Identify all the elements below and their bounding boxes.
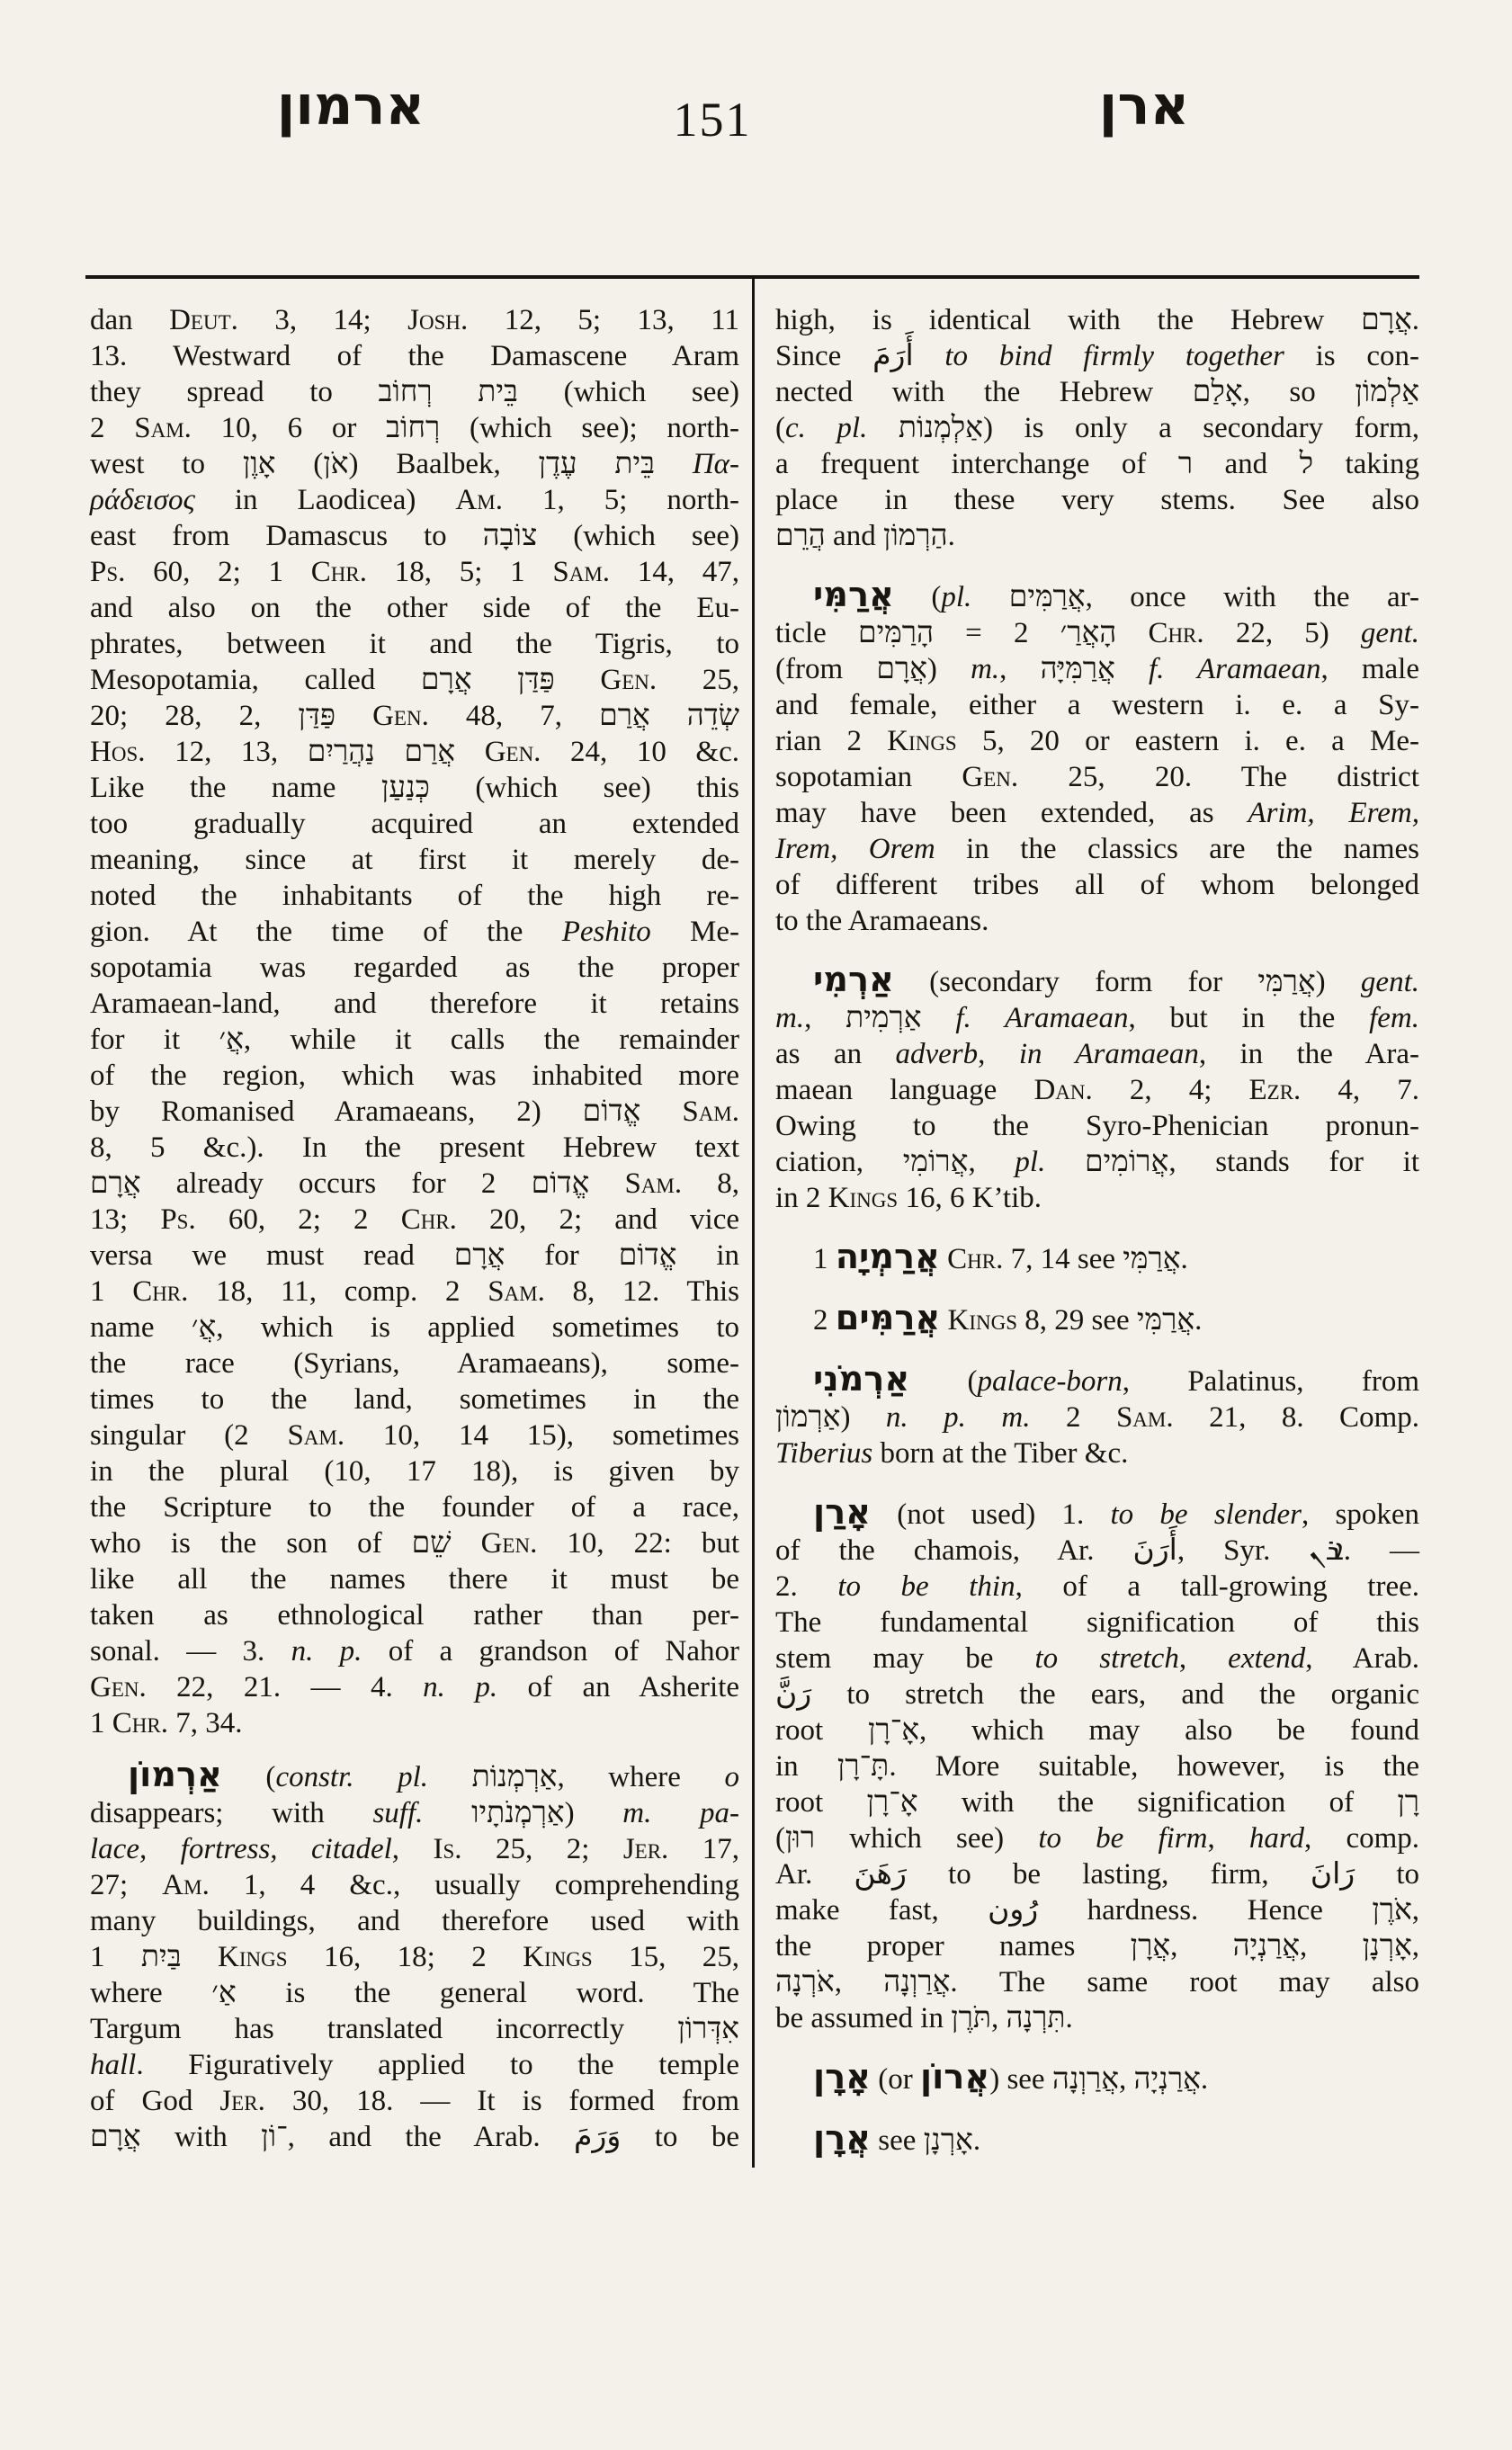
italic-text: pl. bbox=[1015, 1146, 1046, 1178]
scripture-reference: Deut. bbox=[169, 304, 238, 336]
text-line: place in these very stems. See also bbox=[775, 484, 1419, 516]
text-line: אָרַן (not used) 1. to be slender, spoken bbox=[813, 1492, 1420, 1533]
text-line: times to the land, sometimes in the bbox=[90, 1383, 739, 1416]
scripture-reference: Is. bbox=[433, 1833, 462, 1865]
text-line: the proper names אֲרָן, ‎אֲרַנְיָה, ‎אָרְנָן, bbox=[775, 1930, 1420, 1963]
text-line: אָרָן (or אֲרוֹן) see אֲרַוְנָה, ‎אֲרַנְיָה. bbox=[813, 2057, 1209, 2097]
scripture-reference: Kings bbox=[523, 1941, 593, 1973]
italic-text: palace-born bbox=[977, 1365, 1123, 1398]
text-line: رَنَّ to stretch the ears, and the organic bbox=[775, 1678, 1419, 1711]
scripture-reference: Gen. bbox=[90, 1671, 147, 1703]
scripture-reference: Sam. bbox=[682, 1095, 740, 1128]
hebrew-headword: אָרָן bbox=[813, 2057, 872, 2097]
hebrew-headword: אַרְמִי bbox=[813, 960, 894, 1000]
italic-text: to be thin bbox=[837, 1570, 1015, 1603]
text-line: they spread to בֵּית רְחוֹב (which see) bbox=[90, 376, 739, 408]
text-line: and female, either a western i. e. a Sy- bbox=[775, 689, 1419, 721]
scripture-reference: Gen. bbox=[484, 736, 541, 768]
text-line: 2. to be thin, of a tall-growing tree. bbox=[775, 1570, 1420, 1603]
scripture-reference: Kings bbox=[828, 1182, 899, 1214]
italic-text: hall bbox=[90, 2049, 137, 2081]
text-line: high, is identical with the Hebrew אֲרָם. bbox=[775, 304, 1419, 336]
text-line: name אֲ׳, which is applied sometimes to bbox=[90, 1311, 740, 1344]
scripture-reference: Gen. bbox=[480, 1527, 538, 1560]
scripture-reference: Jer. bbox=[219, 2085, 265, 2117]
text-line: stem may be to stretch, extend, Arab. bbox=[775, 1642, 1419, 1675]
italic-text: constr. pl. bbox=[275, 1761, 429, 1793]
text-line: of different tribes all of whom belonged bbox=[775, 869, 1419, 901]
text-line: 20; 28, 2, פַּדַּן Gen. 48, 7, שְׂדֵה אֲרַם bbox=[90, 700, 740, 732]
italic-text: extend bbox=[1228, 1642, 1306, 1675]
italic-text: f. Aramaean bbox=[955, 1002, 1129, 1034]
entry-paragraph bbox=[775, 2118, 1419, 2159]
text-line: בַּיִת 1 Kings 16, 18; 2 Kings 15, 25, bbox=[90, 1941, 740, 1973]
text-column-right bbox=[775, 302, 1419, 2159]
text-column-left bbox=[90, 302, 739, 2155]
text-line: Mesopotamia, called פַּדַּן אֲרָם Gen. 25, bbox=[90, 664, 740, 696]
text-line: אַרְמוֹן) n. p. m. 2 Sam. 21, 8. Comp. bbox=[775, 1401, 1419, 1434]
text-line: Ar. رَهَنَ to be lasting, firm, رَانَ to bbox=[775, 1858, 1420, 1891]
text-line: meaning, since at first it merely de- bbox=[90, 844, 739, 876]
text-line: where אַ׳ is the general word. The bbox=[90, 1977, 739, 2009]
italic-text: adverb bbox=[895, 1038, 979, 1070]
text-line: gion. At the time of the Peshito Me- bbox=[90, 916, 739, 948]
text-line: be assumed in תֹּרֶן, ‎תִּרְנָה. bbox=[775, 2002, 1073, 2034]
italic-text: lace, fortress, citadel bbox=[90, 1833, 392, 1865]
text-line: taken as ethnological rather than per- bbox=[90, 1599, 739, 1632]
text-line: too gradually acquired an extended bbox=[90, 808, 739, 840]
text-line: (c. pl. אַלְמְנוֹת) is only a secondary form, bbox=[775, 412, 1419, 444]
hebrew-headword: אֲרַמִּי bbox=[813, 575, 894, 615]
text-line: phrates, between it and the Tigris, to bbox=[90, 628, 739, 660]
entry-paragraph bbox=[775, 1359, 1419, 1471]
text-line: אֲרָם with ־וֹן, and the Arab. وَرَمَ to be bbox=[90, 2121, 739, 2153]
scripture-reference: Chr. bbox=[1148, 617, 1204, 649]
text-line: 13. Westward of the Damascene Aram bbox=[90, 340, 739, 372]
italic-text: Irem, Orem bbox=[775, 833, 935, 865]
text-line: 13; Ps. 60, 2; 2 Chr. 20, 2; and vice bbox=[90, 1203, 740, 1236]
text-line: sopotamian Gen. 25, 20. The district bbox=[775, 761, 1419, 793]
hebrew-headword: אֲרַמִּים bbox=[835, 1298, 941, 1338]
scripture-reference: Am. bbox=[455, 484, 503, 516]
italic-text: pl. bbox=[941, 581, 972, 613]
scripture-reference: Jer. bbox=[622, 1833, 669, 1865]
italic-text: o bbox=[724, 1761, 739, 1793]
text-line: Ps. 60, 2; 1 Chr. 18, 5; 1 Sam. 14, 47, bbox=[90, 556, 740, 588]
hebrew-headword: אֲרָן bbox=[813, 2118, 872, 2159]
text-line: 27; Am. 1, 4 &c., usually comprehending bbox=[90, 1869, 739, 1901]
hebrew-headword: אַרְמֹנִי bbox=[813, 1359, 910, 1399]
scripture-reference: Ps. bbox=[160, 1203, 196, 1236]
text-line: the race (Syrians, Aramaeans), some- bbox=[90, 1347, 739, 1380]
text-line: lace, fortress, citadel, Is. 25, 2; Jer. 17, bbox=[90, 1833, 739, 1865]
text-line: אֲרַמְיָה 1 Chr. 7, 14 see אֲרַמִּי. bbox=[813, 1237, 1188, 1277]
scripture-reference: Gen. bbox=[372, 700, 429, 732]
italic-text: to stretch bbox=[1034, 1642, 1179, 1675]
text-line: disappears; with suff. אַרְמְנֹתָיו) m. pa- bbox=[90, 1797, 739, 1829]
scripture-reference: Sam. bbox=[1115, 1401, 1174, 1434]
text-line: nected with the Hebrew אָלַם, so אַלְמוֹן bbox=[775, 376, 1419, 408]
text-line: like all the names there it must be bbox=[90, 1563, 739, 1596]
text-line: may have been extended, as Arim, Erem, bbox=[775, 797, 1419, 829]
text-line: 2 Sam. 10, 6 or רְחוֹב (which see); north- bbox=[90, 412, 740, 444]
page-number: 151 bbox=[673, 93, 752, 147]
text-line: Irem, Orem in the classics are the names bbox=[775, 833, 1419, 865]
text-line: אֲרַמִּים 2 Kings 8, 29 see אֲרַמִּי. bbox=[813, 1298, 1203, 1338]
text-line: Tiberius born at the Tiber &c. bbox=[775, 1437, 1129, 1470]
entry-paragraph bbox=[775, 1298, 1419, 1338]
italic-text: m. bbox=[775, 1002, 805, 1034]
scripture-reference: Kings bbox=[887, 725, 957, 757]
text-line: sopotamia was regarded as the proper bbox=[90, 952, 739, 984]
text-line: sonal. — 3. n. p. of a grandson of Nahor bbox=[90, 1635, 739, 1668]
italic-text: ράδεισος bbox=[90, 484, 195, 516]
text-line: אֲרָם already occurs for אֱדוֹם 2 Sam. 8, bbox=[90, 1167, 740, 1200]
text-line: m., אַרְמִית f. Aramaean, but in the fem. bbox=[775, 1002, 1420, 1034]
text-line: and also on the other side of the Eu- bbox=[90, 592, 739, 624]
italic-text: n. p. bbox=[423, 1671, 498, 1703]
text-line: (רוּן which see) to be firm, hard, comp. bbox=[775, 1822, 1420, 1855]
text-line: root אָ־רָן with the signification of רָן bbox=[775, 1786, 1419, 1819]
hebrew-headword: אֲרַמְיָה bbox=[835, 1237, 940, 1277]
text-line: make fast, رُون hardness. Hence אֹרֶן, bbox=[775, 1894, 1420, 1927]
italic-text: to bind firmly together bbox=[944, 340, 1284, 372]
scripture-reference: Sam. bbox=[134, 412, 192, 444]
text-line: (from אֲרָם) m., אֲרַמִּיָּה f. Aramaean, male bbox=[775, 653, 1419, 685]
scripture-reference: Sam. bbox=[488, 1275, 545, 1308]
entry-paragraph bbox=[775, 577, 1419, 939]
italic-text: c. pl. bbox=[785, 412, 868, 444]
text-line: many buildings, and therefore used with bbox=[90, 1905, 739, 1937]
entry-paragraph bbox=[775, 2057, 1419, 2097]
text-line: ciation, אֲרוֹמִי, pl. אֲרוֹמִים, stands for it bbox=[775, 1146, 1420, 1178]
hebrew-headword: אֲרוֹן bbox=[920, 2057, 990, 2097]
text-line: who is the son of שֵׁם Gen. 10, 22: but bbox=[90, 1527, 739, 1560]
text-line: ράδεισος in Laodicea) Am. 1, 5; north- bbox=[90, 484, 739, 516]
text-line: in the plural (10, 17 18), is given by bbox=[90, 1455, 739, 1488]
italic-text: suff. bbox=[372, 1797, 424, 1829]
text-line: Hos. 12, 13, אֲרַם נַהֲרַיִם Gen. 24, 10 &c. bbox=[90, 736, 739, 768]
scripture-reference: Ezr. bbox=[1248, 1074, 1302, 1106]
italic-text: Arim, Erem, bbox=[1248, 797, 1419, 829]
scripture-reference: Kings bbox=[218, 1941, 288, 1973]
italic-text: gent. bbox=[1360, 617, 1419, 649]
italic-text: fem. bbox=[1369, 1002, 1420, 1034]
scripture-reference: Sam. bbox=[624, 1167, 683, 1200]
text-line: singular (2 Sam. 10, 14 15), sometimes bbox=[90, 1419, 739, 1452]
scripture-reference: Josh. bbox=[407, 304, 469, 336]
text-line: a frequent interchange of ר and ל taking bbox=[775, 448, 1419, 480]
italic-text: to be firm bbox=[1038, 1822, 1208, 1855]
italic-text: hard bbox=[1248, 1822, 1305, 1855]
text-line: for it אֲ׳, while it calls the remainder bbox=[90, 1024, 739, 1056]
scripture-reference: Chr. bbox=[310, 556, 367, 588]
text-line: maean language Dan. 2, 4; Ezr. 4, 7. bbox=[775, 1074, 1420, 1106]
text-line: hall. Figuratively applied to the temple bbox=[90, 2049, 739, 2081]
scripture-reference: Chr. bbox=[400, 1203, 457, 1236]
text-line: Targum has translated incorrectly אִדְּרוֹן bbox=[90, 2013, 739, 2045]
entry-paragraph bbox=[90, 1757, 739, 2155]
text-line: 8, 5 &c.). In the present Hebrew text bbox=[90, 1131, 739, 1164]
text-line: ticle הָרַמִּים ‎= ‎הָאֲרַ׳ 2 Chr. 22, 5) gent. bbox=[775, 617, 1419, 649]
text-line: The fundamental signification of this bbox=[775, 1606, 1419, 1639]
text-line: versa we must read אֲרָם for אֱדוֹם in bbox=[90, 1239, 739, 1272]
italic-text: gent. bbox=[1360, 966, 1419, 998]
text-line: to the Aramaeans. bbox=[775, 905, 989, 937]
header-keyword-left: ארמון bbox=[276, 75, 425, 138]
italic-text: m. bbox=[971, 653, 1000, 685]
text-line: noted the inhabitants of the high re- bbox=[90, 880, 739, 912]
text-line: Like the name כְּנַעַן (which see) this bbox=[90, 772, 739, 804]
italic-text: m. pa- bbox=[622, 1797, 739, 1829]
text-line: 1 Chr. 7, 34. bbox=[90, 1707, 243, 1739]
italic-text: n. p. bbox=[291, 1635, 362, 1668]
text-line: dan Deut. 3, 14; Josh. 12, 5; 13, 11 bbox=[90, 304, 739, 336]
text-line: Since أَرَمَ to bind firmly together is con- bbox=[775, 340, 1419, 372]
text-line: Aramaean-land, and therefore it retains bbox=[90, 988, 739, 1020]
scripture-reference: Gen. bbox=[600, 664, 658, 696]
text-line: by Romanised Aramaeans, אֱדוֹם (2 Sam. bbox=[90, 1095, 740, 1128]
italic-text: f. Aramaean bbox=[1148, 653, 1321, 685]
hebrew-headword: אָרַן bbox=[813, 1492, 872, 1533]
text-line: Owing to the Syro-Phenician pronun- bbox=[775, 1110, 1419, 1142]
scripture-reference: Hos. bbox=[90, 736, 146, 768]
text-line: of the region, which was inhabited more bbox=[90, 1060, 739, 1092]
text-line: the Scripture to the founder of a race, bbox=[90, 1491, 739, 1524]
italic-text: to be slender bbox=[1110, 1498, 1302, 1531]
text-line: הֲרֵם and הַרְמוֹן. bbox=[775, 520, 955, 552]
text-line: אֹרְנָה, ‎אֲרַוְנָה. The same root may also bbox=[775, 1966, 1420, 1998]
text-line: אַרְמֹנִי (palace-born, Palatinus, from bbox=[813, 1359, 1419, 1399]
scripture-reference: Ps. bbox=[90, 556, 126, 588]
scripture-reference: Kings bbox=[947, 1304, 1018, 1337]
text-line: east from Damascus to צוֹבָה (which see) bbox=[90, 520, 739, 552]
text-line: אַרְמִי (secondary form for אֲרַמִּי) gent. bbox=[813, 960, 1419, 1000]
scripture-reference: Chr. bbox=[132, 1275, 189, 1308]
text-line: rian 2 Kings 5, 20 or eastern i. e. a Me- bbox=[775, 725, 1419, 757]
text-line: אֲרָן see אָרְנָן. bbox=[813, 2118, 981, 2159]
italic-text: Tiberius bbox=[775, 1437, 873, 1470]
italic-text: Peshito bbox=[561, 916, 651, 948]
text-line: Gen. 22, 21. — 4. n. p. of an Asherite bbox=[90, 1671, 740, 1703]
column-divider-rule bbox=[752, 279, 755, 2168]
scripture-reference: Sam. bbox=[552, 556, 611, 588]
scripture-reference: Chr. bbox=[112, 1707, 168, 1739]
continuation-paragraph bbox=[775, 302, 1419, 554]
italic-text: Πα- bbox=[692, 448, 739, 480]
text-line: root אָ־רָן, which may also be found bbox=[775, 1714, 1419, 1747]
italic-text: n. p. m. bbox=[885, 1401, 1031, 1434]
entry-paragraph bbox=[775, 1239, 1419, 1277]
scripture-reference: Gen. bbox=[962, 761, 1019, 793]
text-line: of the chamois, Ar. أَرَنَ, Syr. ܐܪܢ. — bbox=[775, 1534, 1419, 1567]
scripture-reference: Dan. bbox=[1033, 1074, 1093, 1106]
text-line: of God Jer. 30, 18. — It is formed from bbox=[90, 2085, 739, 2117]
italic-text: in Aramaean bbox=[1018, 1038, 1199, 1070]
text-line: west to אָוֶן ‎(אֹן) Baalbek, בֵּית עֶדֶן Πα- bbox=[90, 448, 739, 480]
header-keyword-right: ארן bbox=[1098, 75, 1190, 138]
continuation-paragraph bbox=[90, 302, 739, 1741]
text-line: as an adverb, in Aramaean, in the Ara- bbox=[775, 1038, 1419, 1070]
text-line: in 2 Kings 16, 6 K’tib. bbox=[775, 1182, 1042, 1214]
scripture-reference: Chr. bbox=[947, 1243, 1004, 1275]
hebrew-headword: אַרְמוֹן bbox=[128, 1755, 222, 1795]
text-line: in תָּ־רָן. More suitable, however, is the bbox=[775, 1750, 1420, 1783]
scripture-reference: Sam. bbox=[287, 1419, 345, 1452]
entry-paragraph bbox=[775, 1492, 1420, 2036]
text-line: 1 Chr. 18, 11, comp. 2 Sam. 8, 12. This bbox=[90, 1275, 739, 1308]
entry-paragraph bbox=[775, 962, 1419, 1216]
scripture-reference: Am. bbox=[162, 1869, 210, 1901]
text-line: אֲרַמִּי (pl. אֲרַמִּים, once with the ar- bbox=[813, 575, 1419, 615]
text-line: אַרְמוֹן (constr. pl. אַרְמְנוֹת, where o bbox=[128, 1755, 739, 1795]
